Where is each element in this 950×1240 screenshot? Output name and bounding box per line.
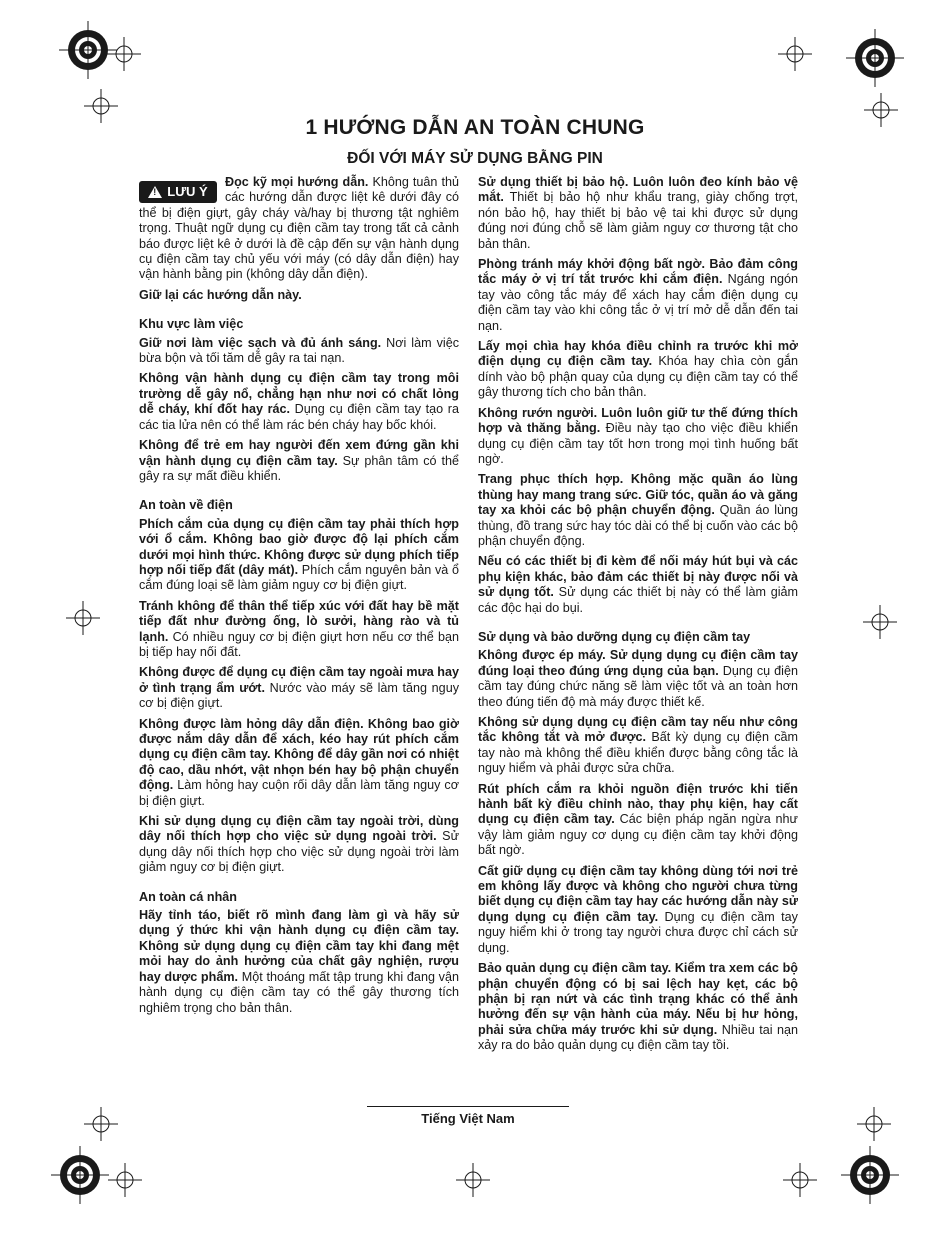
item-text: Làm hỏng hay cuộn rối dây dẫn làm tăng nguy cơ bị điện giựt. (139, 778, 459, 808)
item-bold: Khi sử dụng dụng cụ điện cầm tay ngoài trời, dùng dây nối thích hợp cho việc sử dụng ngoài trời. (139, 814, 459, 844)
item-text: Nhiều tai nạn xảy ra do bảo quản dụng cụ điện cầm tay tồi. (478, 1022, 799, 1053)
item-bold: Nếu có các thiết bị đi kèm để nối máy hút bụi và các phụ kiện khác, bảo đảm các thiết bị này được nối và sử dụng tốt. (478, 554, 798, 600)
list-item (139, 438, 459, 484)
list-item (139, 517, 459, 594)
intro-keep-instructions: Giữ lại các hướng dẫn này. (139, 287, 302, 302)
item-text: Bất kỳ dụng cụ điện cầm tay nào mà không thể điều khiển được bằng công tắc là nguy hiểm và phải được sửa chữa. (478, 730, 798, 776)
crosshair-icon (777, 36, 813, 72)
item-text: Có nhiều nguy cơ bị điện giựt hơn nếu cơ thể bạn bị tiếp hay nối đất. (139, 629, 459, 659)
item-text: Ngáng ngón tay vào công tắc máy để xách hay cắm điện dụng cụ điện cầm tay vào khi công tắc ở vị trí mở dễ dẫn đến tai nạn. (478, 272, 798, 333)
item-bold: Không được để dụng cụ điện cầm tay ngoài mưa hay ở tình trạng ẩm ướt. (139, 665, 459, 695)
list-item (139, 814, 459, 876)
right-column (478, 175, 798, 1059)
item-text: Dụng cụ điện cầm tay đúng chức năng sẽ làm việc tốt và an toàn hơn theo đúng tiến độ mà máy được thiết kế. (478, 663, 798, 709)
item-bold: Hãy tỉnh táo, biết rõ mình đang làm gì và hãy sử dụng ý thức khi vận hành dụng cụ điện cầm tay. Không sử dụng dụng cụ điện cầm tay khi đang mệt mỏi hay do ảnh hưởng của chất gây nghiện, rượu hay dược phẩm. (139, 908, 459, 984)
item-text: Sự phân tâm có thể gây ra sự mất điều khiển. (139, 453, 459, 483)
item-bold: Phòng tránh máy khởi động bất ngờ. Bảo đảm công tắc máy ở vị trí tắt trước khi cắm điện. (478, 257, 798, 287)
section-heading-tool-use-care: Sử dụng và bảo dưỡng dụng cụ điện cầm tay (478, 629, 751, 644)
item-bold: Không được làm hỏng dây dẫn điện. Không bao giờ được nắm dây dẫn để xách, kéo hay rút phích cắm dụng cụ điện cầm tay. Không để dây gần nơi có nhiệt độ cao, dầu nhớt, vật nhọn bén hay bộ phận chuyển động. (139, 716, 459, 793)
list-item (478, 715, 798, 777)
crosshair-icon (83, 1106, 119, 1142)
list-item (478, 961, 798, 1053)
item-bold: Tránh không để thân thể tiếp xúc với đất hay bề mặt tiếp đất như đường ống, lò sưởi, hàng rào và tủ lạnh. (139, 598, 459, 644)
list-item (139, 599, 459, 661)
item-text: Dụng cụ điện cầm tay nguy hiểm khi ở trong tay người chưa được chỉ cách sử dụng. (478, 909, 798, 955)
item-bold: Không để trẻ em hay người đến xem đứng gần khi vận hành dụng cụ điện cầm tay. (139, 438, 459, 468)
crosshair-icon (106, 36, 142, 72)
item-text: Nước vào máy sẽ làm tăng nguy cơ bị điện giựt. (139, 680, 459, 711)
item-bold: Bảo quản dụng cụ điện cầm tay. Kiểm tra xem các bộ phận chuyển động có bị sai lệch hay kẹt, các bộ phận bị rạn nứt và các tình trạng khác có thể ảnh hưởng đến sự vận hành của máy. Nếu bị hư hỏng, phải sửa chữa máy trước khi sử dụng. (478, 961, 798, 1037)
intro-block (139, 175, 459, 303)
item-bold: Rút phích cắm ra khỏi nguồn điện trước khi tiến hành bất kỳ điều chỉnh nào, thay phụ kiện, hay cất dụng cụ điện cầm tay. (478, 781, 798, 827)
list-item (139, 665, 459, 711)
warning-badge (139, 181, 217, 203)
list-item (478, 175, 798, 252)
page-subtitle: ĐỐI VỚI MÁY SỬ DỤNG BẰNG PIN (347, 150, 603, 167)
list-item (478, 406, 798, 468)
item-text: Dụng cụ điện cầm tay tạo ra các tia lửa nên có thể làm rác bén cháy hay bốc khói. (139, 402, 459, 432)
page-title: 1 HƯỚNG DẪN AN TOÀN CHUNG (305, 116, 645, 139)
crosshair-icon (782, 1162, 818, 1198)
item-bold: Không vận hành dụng cụ điện cầm tay trong môi trường dễ gây nổ, chẳng hạn như nơi có chất lỏng dễ cháy, khí đốt hay rác. (139, 371, 459, 417)
section-heading-electrical-safety: An toàn về điện (139, 498, 233, 513)
crosshair-icon (65, 600, 101, 636)
item-text: Khóa hay chìa còn gắn dính vào bộ phận quay của dụng cụ điện cầm tay có thể gây thương tích cho bản thân. (478, 354, 798, 400)
section-heading-work-area: Khu vực làm việc (139, 317, 244, 332)
item-text: Sử dụng các thiết bị này có thể làm giảm các độc hại do bụi. (478, 585, 798, 615)
item-bold: Cất giữ dụng cụ điện cầm tay không dùng tới nơi trẻ em không lấy được và không cho người chưa từng biết dụng cụ điện cầm tay hay các hướng dẫn này sử dụng dụng cụ điện cầm tay. (478, 863, 798, 924)
intro-text: Không tuân thủ các hướng dẫn được liệt kê dưới đây có thể bị điện giựt, gây cháy và/hay bị thương tật nghiêm trọng. Thuật ngữ dụng cụ điện cầm tay trong tất cả cảnh báo được liệt kê ở dưới là đề cập đến sự vận hành dụng cụ điện cầm tay chủ yếu với máy (có dây dẫn điện) hay vận hành bằng pin (không dây dẫn điện). (139, 175, 459, 282)
item-bold: Lấy mọi chìa hay khóa điều chỉnh ra trước khi mở điện dụng cụ điện cầm tay. (478, 339, 798, 369)
item-bold: Sử dụng thiết bị bảo hộ. Luôn luôn đeo kính bảo vệ mắt. (478, 175, 798, 205)
intro-lead: Đọc kỹ mọi hướng dẫn. (225, 175, 369, 189)
list-item (478, 472, 798, 549)
list-item (139, 371, 459, 433)
item-text: Sử dụng dây nối thích hợp cho việc sử dụng ngoài trời làm giảm nguy cơ bị điện giựt. (139, 829, 459, 875)
item-text: Thiết bị bảo hộ như khẩu trang, giày chống trợt, nón bảo hộ, hay thiết bị bảo vệ tai khi được sử dụng đúng nơi đúng chỗ sẽ làm giảm nguy cơ thương tật cho bản thân. (478, 190, 798, 251)
left-column (139, 175, 459, 1021)
footer-language: Tiếng Việt Nam (421, 1111, 515, 1126)
list-item (139, 717, 459, 809)
section-heading-personal-safety: An toàn cá nhân (139, 889, 237, 904)
warning-badge-label: LƯU Ý (167, 184, 208, 200)
crosshair-icon (107, 1162, 143, 1198)
list-item (139, 336, 459, 367)
list-item (478, 864, 798, 956)
warning-triangle-icon: ! (148, 186, 162, 198)
list-item (478, 782, 798, 859)
item-bold: Trang phục thích hợp. Không mặc quần áo lùng thùng hay mang trang sức. Giữ tóc, quần áo và găng tay xa khỏi các bộ phận chuyển động. (478, 472, 798, 518)
item-bold: Không rướn người. Luôn luôn giữ tư thế đứng thích hợp và thăng bằng. (478, 405, 798, 436)
list-item (478, 554, 798, 616)
list-item (478, 257, 798, 334)
registration-target-icon (845, 28, 905, 88)
crosshair-icon (862, 604, 898, 640)
registration-target-icon (840, 1145, 900, 1205)
list-item (139, 908, 459, 1016)
item-text: Điều này tạo cho việc điều khiển dụng cụ điện cầm tay tốt hơn trong mọi tình huống bất ngờ. (478, 421, 799, 466)
item-bold: Giữ nơi làm việc sạch và đủ ánh sáng. (139, 335, 382, 350)
item-text: Các biện pháp ngăn ngừa như vậy làm giảm nguy cơ dụng cụ điện cầm tay khởi động bất ngờ. (478, 812, 798, 858)
item-text: Một thoáng mất tập trung khi đang vận hành dụng cụ điện cầm tay có thể gây thương tích nghiêm trọng cho bản thân. (139, 969, 459, 1015)
list-item (478, 339, 798, 401)
item-bold: Không được ép máy. Sử dụng dụng cụ điện cầm tay đúng loại theo đúng ứng dụng của bạn. (478, 648, 798, 678)
registration-target-icon (50, 1145, 110, 1205)
item-bold: Phích cắm của dụng cụ điện cầm tay phải thích hợp với ổ cắm. Không bao giờ được độ lại phích cắm dưới mọi hình thức. Không được sử dụng phích tiếp hợp nối tiếp đất (dây mát). (139, 516, 459, 577)
crosshair-icon (856, 1106, 892, 1142)
item-text: Nơi làm việc bừa bộn và tối tăm dễ gây ra tai nạn. (139, 335, 459, 366)
crosshair-icon (455, 1162, 491, 1198)
item-text: Phích cắm nguyên bản và ổ cắm đúng loại sẽ làm giảm nguy cơ bị điện giựt. (139, 562, 460, 593)
item-text: Quần áo lùng thùng, đồ trang sức hay tóc dài có thể bị cuốn vào các bộ phận chuyển động. (478, 503, 798, 548)
list-item (478, 648, 798, 710)
footer-divider (367, 1106, 569, 1107)
item-bold: Không sử dụng dụng cụ điện cầm tay nếu như công tắc không tắt và mở được. (478, 715, 798, 745)
